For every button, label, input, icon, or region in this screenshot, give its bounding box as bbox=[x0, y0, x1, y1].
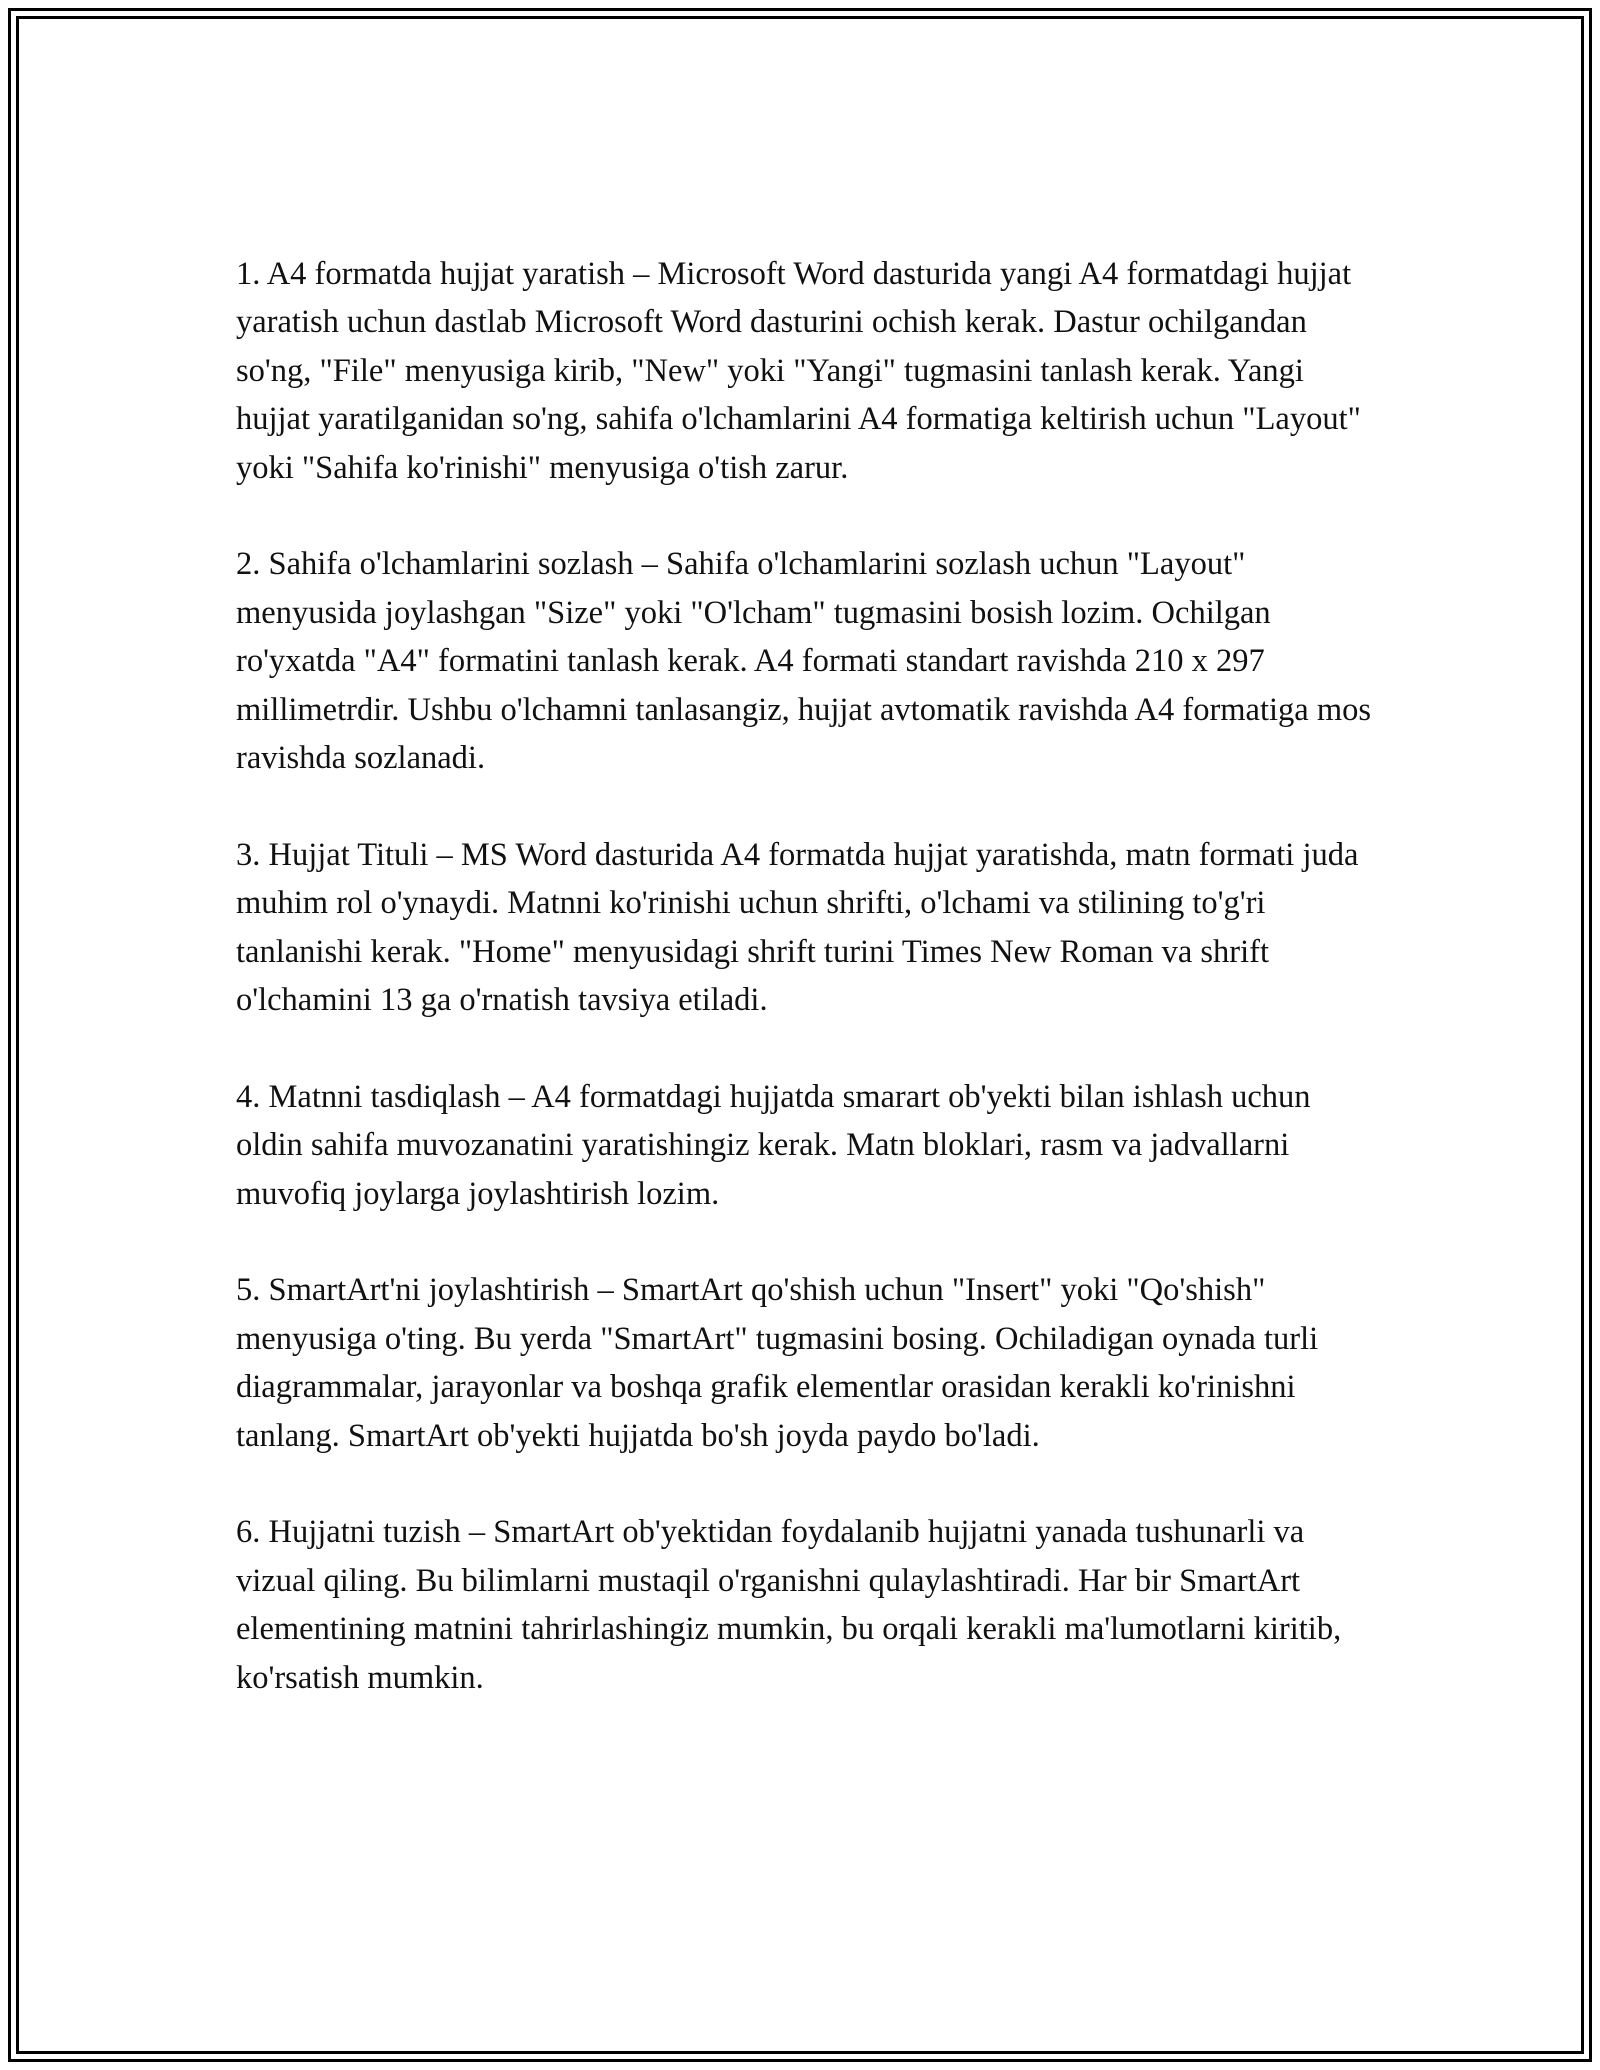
paragraph-3: 3. Hujjat Tituli – MS Word dasturida A4 formatda hujjat yaratishda, matn formati juda muhim rol o'ynaydi. Matnni ko'rinishi uchun shrifti, o'lchami va stilining to'g'ri tanlanishi kerak. "Home" menyusidagi shrift turini Times New Roman va shrift o'lchamini 13 ga o'rnatish tavsiya etiladi. bbox=[236, 836, 1359, 1019]
paragraph-4: 4. Matnni tasdiqlash – A4 formatdagi hujjatda smarart ob'yekti bilan ishlash uchun oldin sahifa muvozanatini yaratishingiz kerak. Matn bloklari, rasm va jadvallarni muvofiq joylarga joylashtirish lozim. bbox=[236, 1078, 1311, 1212]
paragraph-2: 2. Sahifa o'lchamlarini sozlash – Sahifa o'lchamlarini sozlash uchun "Layout" menyusida joylashgan "Size" yoki "O'lcham" tugmasini bosish lozim. Ochilgan ro'yxatda "A4" formatini tanlash kerak. A4 formati standart ravishda 210 x 297 millimetrdir. Ushbu o'lchamni tanlasangiz, hujjat avtomatik ravishda A4 formatiga mos ravishda sozlanadi. bbox=[236, 546, 1372, 777]
paragraph-5: 5. SmartArt'ni joylashtirish – SmartArt qo'shish uchun "Insert" yoki "Qo'shish" menyusiga o'ting. Bu yerda "SmartArt" tugmasini bosing. Ochiladigan oynada turli diagrammalar, jarayonlar va boshqa grafik elementlar orasidan kerakli ko'rinishni tanlang. SmartArt ob'yekti hujjatda bo'sh joyda paydo bo'ladi. bbox=[236, 1272, 1319, 1454]
paragraph-6: 6. Hujjatni tuzish – SmartArt ob'yektidan foydalanib hujjatni yanada tushunarli va vizual qiling. Bu bilimlarni mustaqil o'rganishni qulaylashtiradi. Har bir SmartArt elementining matnini tahrirlashingiz mumkin, bu orqali kerakli ma'lumotlarni kiritib, ko'rsatish mumkin. bbox=[236, 1514, 1342, 1696]
document-body bbox=[236, 250, 1376, 1751]
paragraph-1: 1. A4 formatda hujjat yaratish – Microsoft Word dasturida yangi A4 formatdagi hujjat yaratish uchun dastlab Microsoft Word dasturini ochish kerak. Dastur ochilgandan so'ng, "File" menyusiga kirib, "New" yoki "Yangi" tugmasini tanlash kerak. Yangi hujjat yaratilganidan so'ng, sahifa o'lchamlarini A4 formatiga keltirish uchun "Layout" yoki "Sahifa ko'rinishi" menyusiga o'tish zarur. bbox=[236, 256, 1361, 486]
